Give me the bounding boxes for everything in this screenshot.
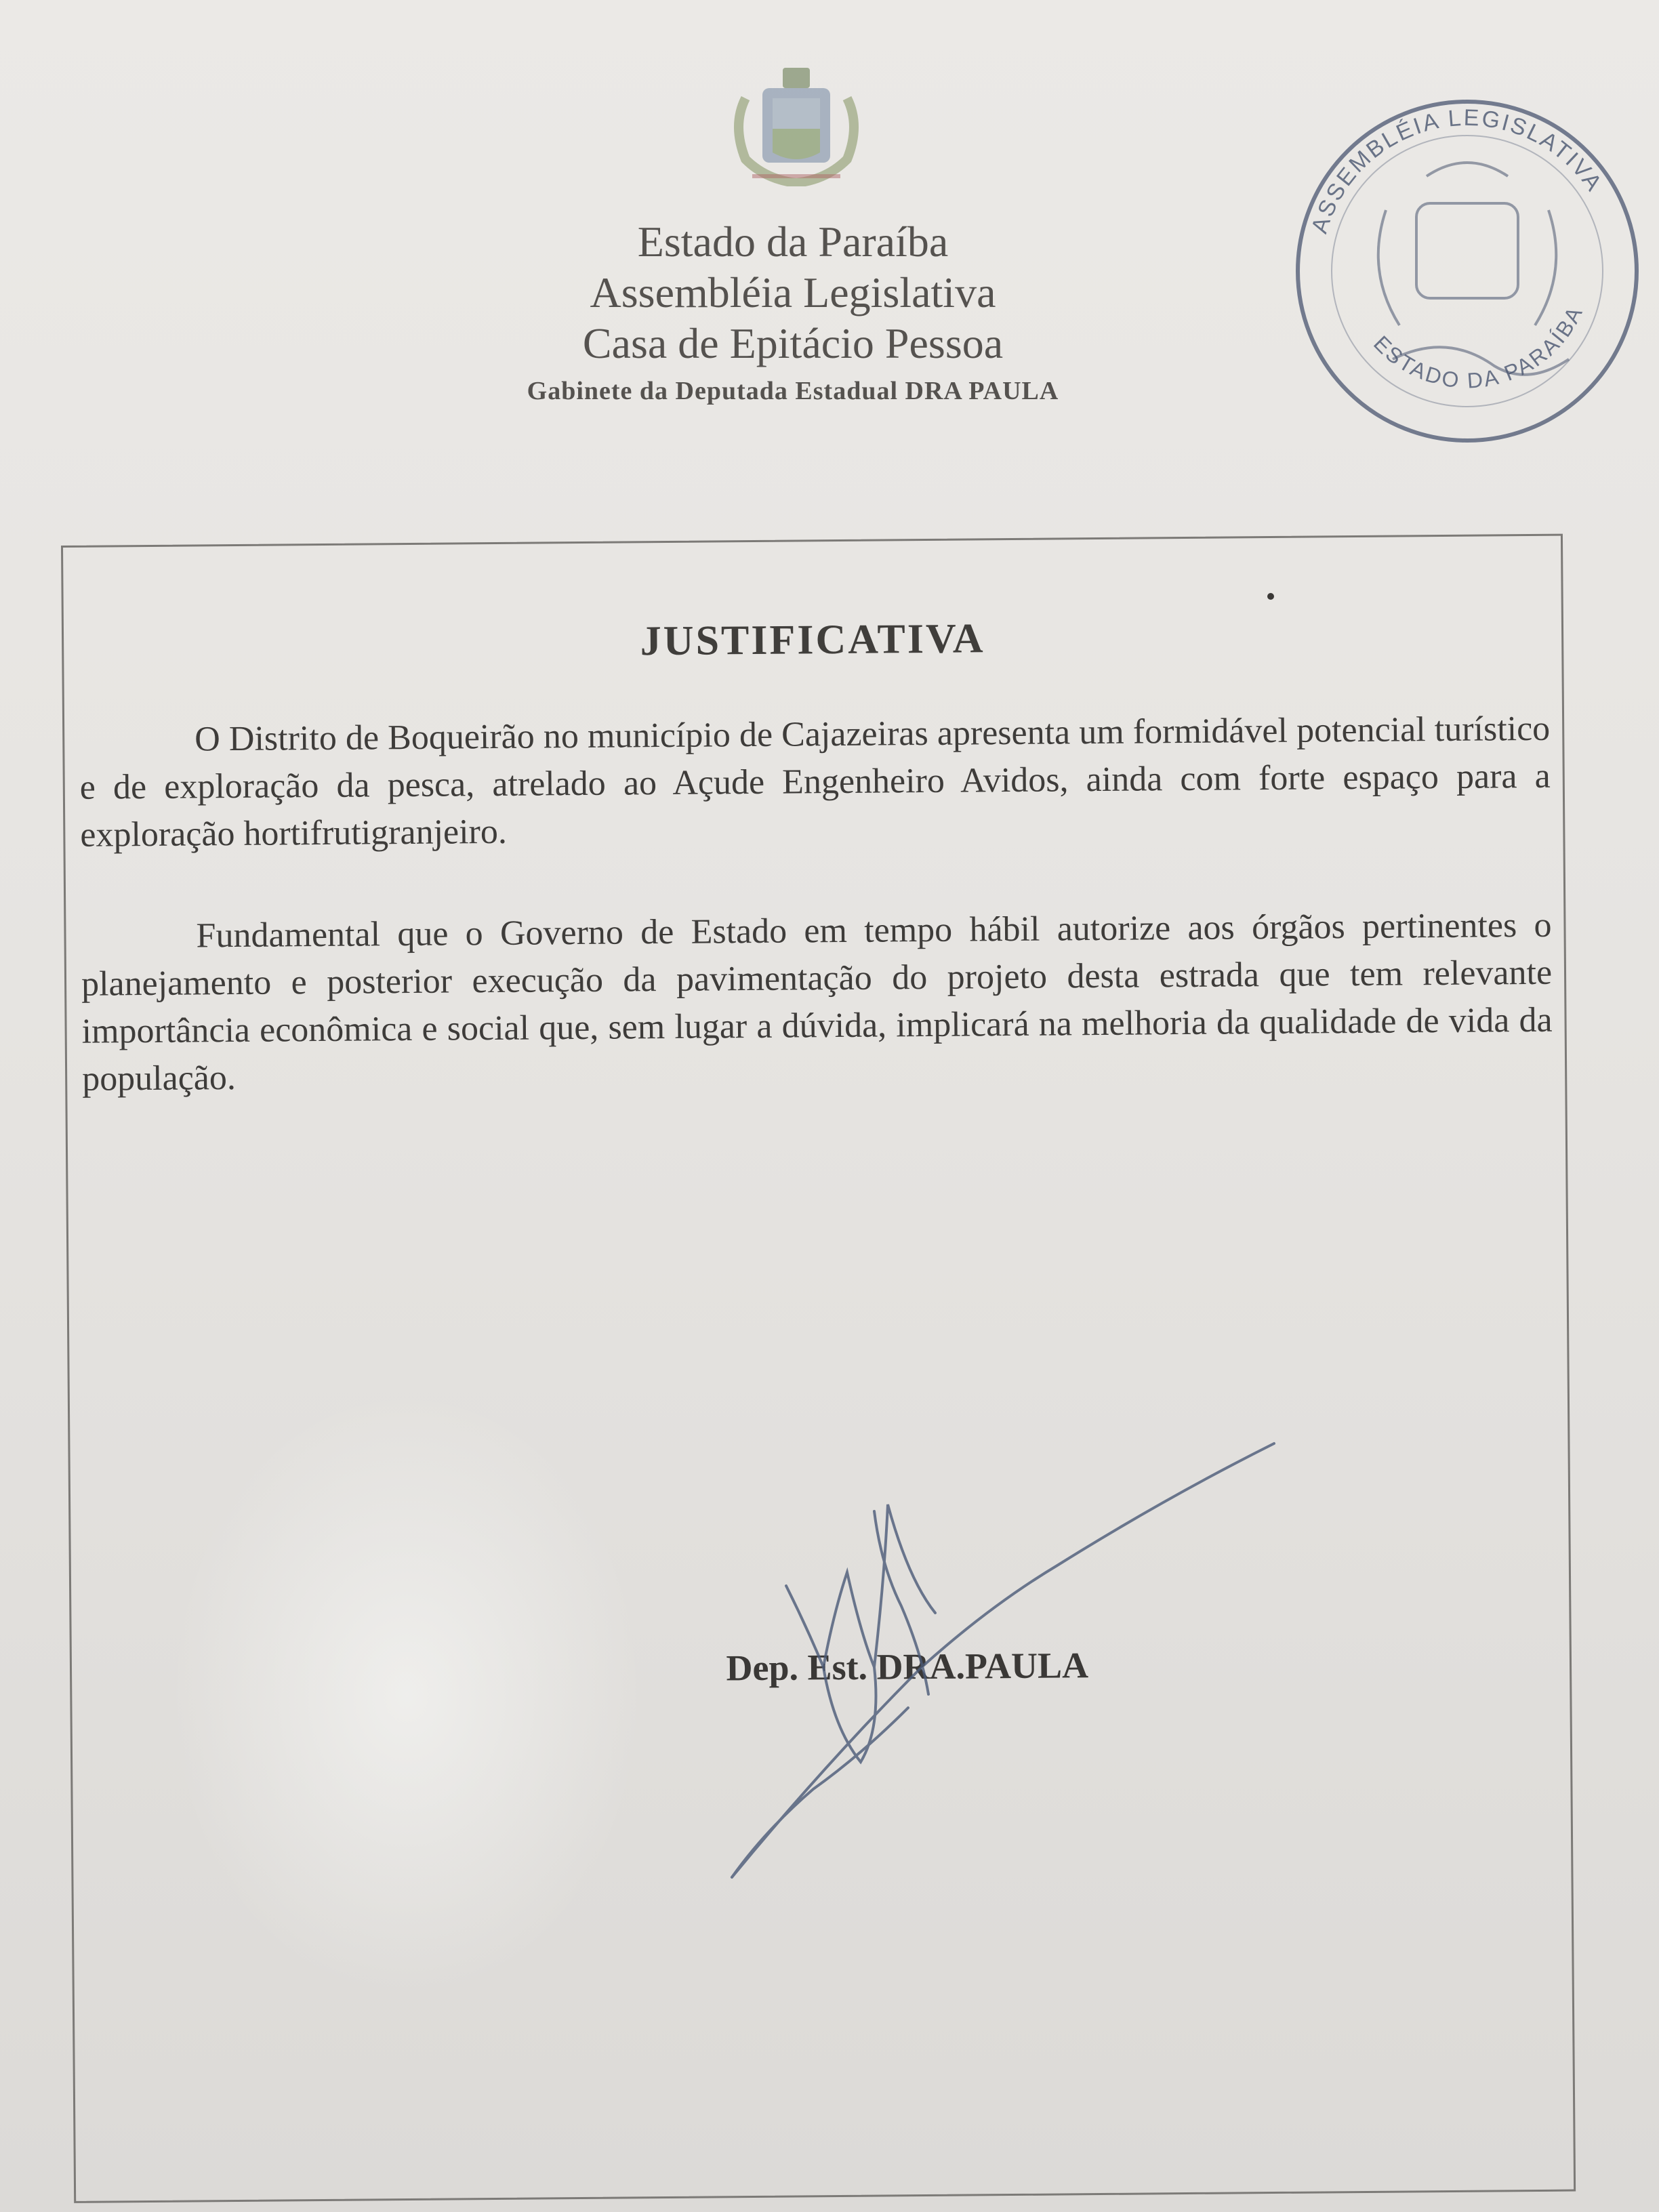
assembly-stamp (1271, 75, 1659, 468)
document-title: JUSTIFICATIVA (640, 615, 985, 665)
svg-text:ESTADO DA PARAÍBA (1369, 302, 1588, 393)
paragraph-1: O Distrito de Boqueirão no município de Cajazeiras apresenta um formidável potencial turístico e de exploração da pesca, atrelado ao Açude Engenheiro Avidos, ainda com forte espaço para a exploração hortifrutigranjeiro. (79, 709, 1551, 855)
handwritten-signature (705, 1410, 1328, 1898)
signature-label: Dep. Est. DRA.PAULA (726, 1645, 1089, 1689)
header-office: Gabinete da Deputada Estadual DRA PAULA (527, 377, 1059, 405)
paragraph-2: Fundamental que o Governo de Estado em tempo hábil autorize aos órgãos pertinentes o planejamento e posterior execução da pavimentação do projeto desta estrada que tem relevante importância econômica e social que, sem lugar a dúvida, implicará na melhoria da qualidade de vida da população. (81, 905, 1553, 1099)
header-state: Estado da Paraíba (637, 218, 949, 266)
header-house: Casa de Epitácio Pessoa (582, 319, 1004, 367)
coat-of-arms-icon (725, 58, 867, 186)
header-assembly: Assembléia Legislativa (590, 268, 996, 316)
svg-text:ASSEMBLÉIA LEGISLATIVA (1307, 105, 1607, 237)
stamp-bottom-text: ESTADO DA PARAÍBA (1368, 301, 1588, 393)
content-frame (61, 534, 1576, 2203)
stamp-top-text: ASSEMBLÉIA LEGISLATIVA (1306, 104, 1608, 237)
